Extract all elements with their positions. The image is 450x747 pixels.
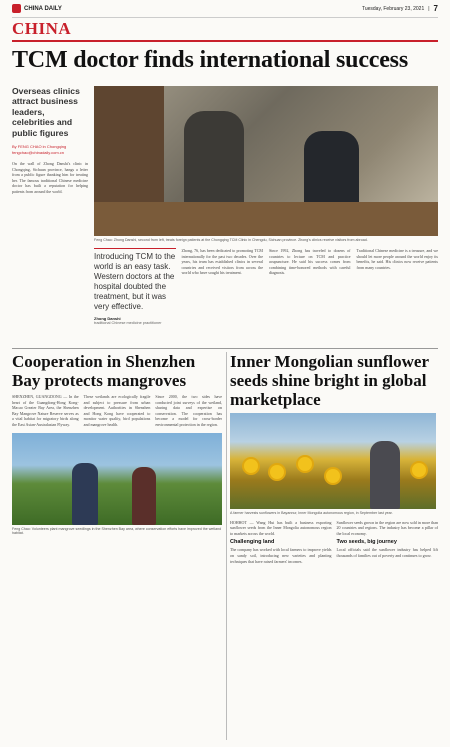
top-story-photo (94, 86, 438, 236)
left-story-column-3 (155, 394, 222, 428)
pull-quote (94, 248, 176, 325)
top-story-deck: Overseas clinics attract business leaders, celebrities and public figures (12, 86, 80, 138)
section-divider-rule (12, 348, 438, 349)
page-number: 7 (433, 4, 438, 13)
pull-quote-column (94, 248, 176, 346)
right-story-subhead-2: Two seeds, big journey (336, 539, 397, 546)
right-story-column-1 (230, 520, 332, 565)
right-story-subhead-1: Challenging land (230, 539, 275, 546)
photo-volunteer-2 (132, 467, 156, 525)
sunflower-3 (298, 457, 312, 471)
top-story-columns (94, 248, 438, 346)
left-story-photo (12, 433, 222, 525)
right-story-headline: Inner Mongolian sunflower seeds shine bright in global marketplace (230, 352, 429, 409)
right-story-columns (230, 520, 438, 565)
top-story-column-3 (269, 248, 351, 346)
issue-date: Tuesday, February 23, 2021 (361, 5, 425, 12)
masthead-right: Tuesday, February 23, 2021 | 7 (361, 4, 438, 13)
pull-quote-name: Zhong Danshi (94, 316, 121, 321)
left-story (12, 352, 222, 742)
left-story-photo-caption: Feng Chao: Volunteers plant mangrove seedlings in the Shenzhen Bay area, where conservation efforts have improved the wetland habitat. (12, 526, 222, 536)
sunflower-2 (270, 465, 284, 479)
sunflower-5 (412, 463, 426, 477)
paper-name: CHINA DAILY (24, 5, 62, 12)
sunflower-4 (326, 469, 340, 483)
right-story (230, 352, 438, 742)
photo-desk (94, 202, 438, 236)
right-story-column-2 (337, 520, 439, 565)
top-story-byline: By FENG CHAO in Chongqing fengchao@chinadaily.com.cn (12, 144, 67, 155)
left-story-columns (12, 394, 222, 428)
top-story-column-4 (357, 248, 439, 346)
paper-logo (12, 4, 62, 13)
pull-quote-role: traditional Chinese medicine practitioner (94, 321, 162, 325)
top-story (12, 86, 438, 346)
left-story-body-col3: Since 2000, the two sides have conducted joint surveys of the wetland, sharing data and expertise on conservation. The cooperation has become a model for cross-border environmental protection in the region. (155, 394, 223, 427)
top-story-lead-column (12, 86, 88, 195)
photo-farmer (370, 441, 400, 509)
top-story-body-col4: Traditional Chinese medicine is a treasure, and we should let more people around the world enjoy its benefits, he said. His clinics now receive patients from many countries. (356, 248, 438, 270)
left-story-column-1 (12, 394, 79, 428)
right-story-body-col2: Sunflower seeds grown in the region are now sold in more than 20 countries and regions. The industry has become a pillar of the local economy. (336, 519, 438, 536)
sunflower-1 (244, 459, 258, 473)
photo-volunteer-1 (72, 463, 98, 525)
right-story-body-col2b: Local officials said the sunflower industry has helped lift thousands of families out of poverty and continues to grow. (336, 547, 438, 558)
top-story-photo-caption: Feng Chao: Zhong Danshi, second from left, treats foreign patients at the Chongqing TCM Clinic in Chengdu, Sichuan province. Zhong's clinics receive visitors from abroad. (94, 238, 368, 242)
top-story-headline: TCM doctor finds international success (12, 47, 408, 73)
top-story-body-col2: Zhong, 76, has been dedicated to promoting TCM internationally for the past two decades. Over the years, his team has established clinics in several countries and received visitors from across the world who have sought his treatment. (181, 248, 263, 276)
pull-quote-text: Introducing TCM to the world is an easy task. Western doctors at the hospital doubted the treatment, but it was very effective. (94, 252, 176, 311)
left-story-body-col1: SHENZHEN, GUANGDONG — In the heart of the Guangdong-Hong Kong-Macao Greater Bay Area, the Shenzhen Bay Mangrove Nature Reserve serves as a vital habitat for migratory birds along the East Asian-Australasian Flyway. (12, 394, 79, 427)
top-story-column-2 (182, 248, 264, 346)
photo-person-doctor (184, 111, 244, 206)
masthead (12, 0, 438, 18)
section-label: CHINA (12, 19, 72, 38)
left-story-headline: Cooperation in Shenzhen Bay protects mangroves (12, 352, 196, 390)
top-story-body-lead: On the wall of Zhong Danshi's clinic in Chongqing, Sichuan province, hangs a letter from a public figure thanking him for treating her. The famous traditional Chinese medicine doctor has built a reputation for helping patients from around the world. (12, 161, 88, 194)
right-story-body-col1b: The company has worked with local farmers to improve yields on sandy soil, introducing new varieties and planting techniques that have raised farmers' incomes. (230, 547, 332, 564)
right-story-body-col1: HOHHOT — Wang Hui has built a business exporting sunflower seeds from the Inner Mongolia autonomous region to markets across the world. (230, 519, 332, 536)
left-story-body-col2: These wetlands are ecologically fragile and subject to pressure from urban development. Authorities in Shenzhen and Hong Kong have cooperated to monitor water quality, bird populations and mangrove health. (83, 394, 151, 427)
top-story-body-col3: Since 1992, Zhong has traveled to dozens of countries to lecture on TCM and practice acupuncture. He said his success comes from combining time-honored methods with careful diagnosis. (269, 248, 351, 276)
column-divider (226, 352, 227, 740)
right-story-photo-caption: A farmer harvests sunflowers in Bayannur, Inner Mongolia autonomous region, in September last year. (230, 511, 393, 515)
section-header (12, 18, 438, 42)
china-daily-logo-icon (12, 4, 21, 13)
left-story-column-2 (84, 394, 151, 428)
right-story-photo (230, 413, 436, 509)
